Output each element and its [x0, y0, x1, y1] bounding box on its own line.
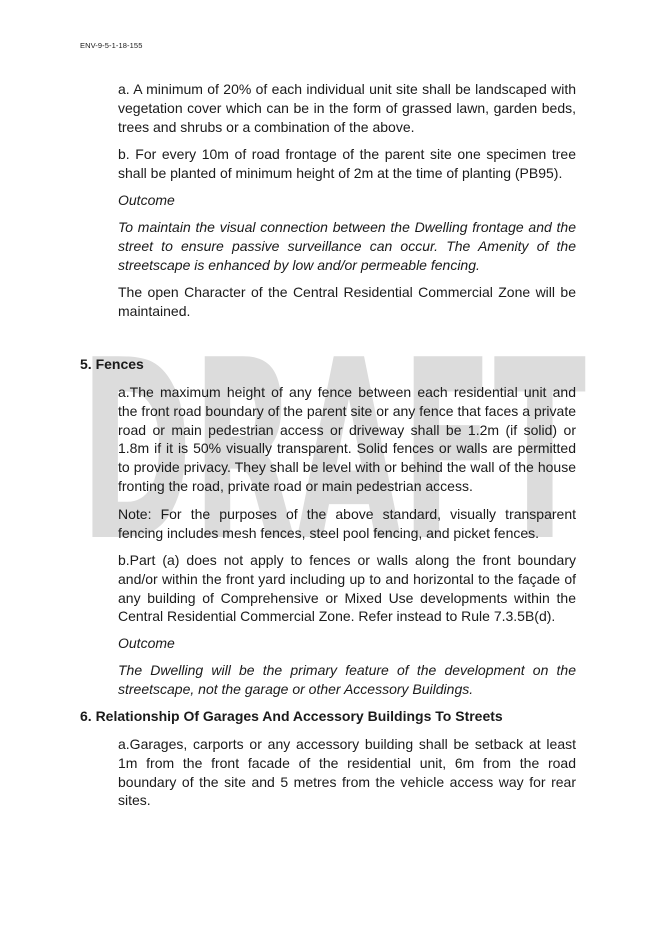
- section-heading-garages: 6. Relationship Of Garages And Accessory Buildings To Streets: [80, 708, 503, 724]
- document-id: ENV-9-5-1-18-155: [80, 41, 143, 50]
- fences-outcome-text: The Dwelling will be the primary feature of the development on the streetscape, not the garage or other Accessory Buildings.: [118, 662, 576, 697]
- fences-item-a: a.The maximum height of any fence between each residential unit and the front road boundary of the parent site or any fence that faces a private road or main pedestrian access or driveway shall be 1.2m (if solid) or 1.8m if it is 50% visually transparent. Solid fences or walls are permitted to provide privacy. They shall be level with or behind the wall of the house fronting the road, private road or main pedestrian access.: [118, 384, 576, 494]
- garages-item-a: a.Garages, carports or any accessory building shall be setback at least 1m from the front facade of the residential unit, 6m from the road boundary of the site and 5 metres from the vehicle access way for rear sites.: [118, 736, 576, 809]
- fences-note: Note: For the purposes of the above standard, visually transparent fencing includes mesh fences, steel pool fencing, and picket fences.: [118, 506, 576, 541]
- section-heading-fences: 5. Fences: [80, 356, 144, 372]
- watermark-text: DRAFT: [80, 323, 586, 543]
- specimen-tree-item-b: b. For every 10m of road frontage of the parent site one specimen tree shall be planted of minimum height of 2m at the time of planting (PB95).: [118, 146, 576, 181]
- fences-outcome-label: Outcome: [118, 635, 175, 651]
- landscaping-item-a: a. A minimum of 20% of each individual unit site shall be landscaped with vegetation cover which can be in the form of grassed lawn, garden beds, trees and shrubs or a combination of the above.: [118, 81, 576, 135]
- fences-item-b: b.Part (a) does not apply to fences or walls along the front boundary and/or within the front yard including up to and horizontal to the façade of any building of Comprehensive or Mixed Use developments within the Central Residential Commercial Zone. Refer instead to Rule 7.3.5B(d).: [118, 552, 576, 625]
- outcome-label: Outcome: [118, 192, 175, 208]
- outcome-text: To maintain the visual connection between the Dwelling frontage and the street to ensure passive surveillance can occur. The Amenity of the streetscape is enhanced by low and/or permeable fencing.: [118, 219, 576, 273]
- character-text: The open Character of the Central Residential Commercial Zone will be maintained.: [118, 284, 576, 319]
